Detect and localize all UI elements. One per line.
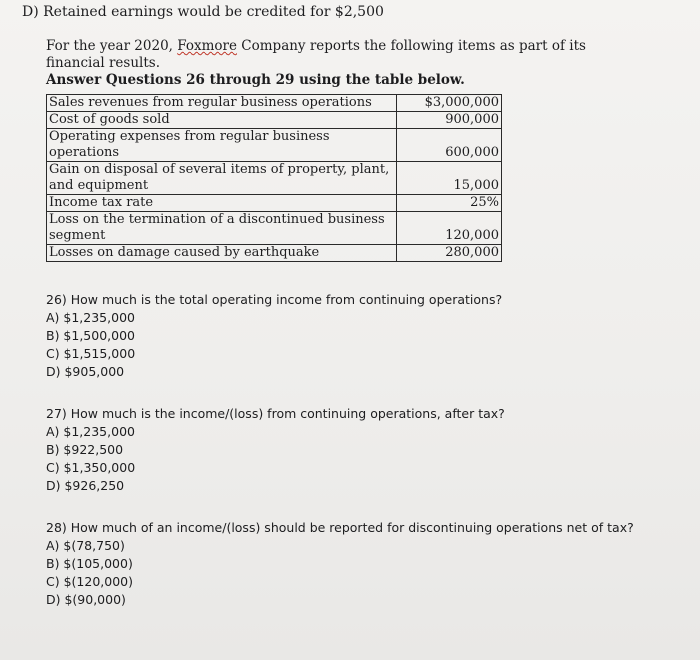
answer-option: B) $922,500 bbox=[46, 442, 124, 457]
table-row bbox=[47, 195, 502, 212]
table-row bbox=[47, 112, 502, 129]
table-row bbox=[47, 245, 502, 262]
answer-option: A) $1,235,000 bbox=[46, 310, 135, 325]
intro-line bbox=[46, 38, 646, 72]
answer-option: C) $(120,000) bbox=[46, 574, 133, 589]
answer-option: A) $1,235,000 bbox=[46, 424, 135, 439]
table-row bbox=[47, 95, 502, 112]
intro-paragraph bbox=[46, 38, 646, 89]
answer-option: C) $1,515,000 bbox=[46, 346, 136, 361]
question-stem: 27) How much is the income/(loss) from continuing operations, after tax? bbox=[46, 406, 505, 421]
row-label: Sales revenues from regular business operations bbox=[47, 95, 397, 112]
table-row bbox=[47, 212, 502, 245]
question-stem: 28) How much of an income/(loss) should be reported for discontinuing operations net of tax? bbox=[46, 520, 634, 535]
table-row bbox=[47, 129, 502, 162]
previous-answer-text: D) Retained earnings would be credited for $2,500 bbox=[22, 4, 384, 20]
table-row bbox=[47, 162, 502, 195]
intro-suffix: Company reports the following items as part of its financial results. bbox=[46, 38, 586, 71]
answer-option: D) $(90,000) bbox=[46, 592, 126, 607]
row-label: Losses on damage caused by earthquake bbox=[47, 245, 397, 262]
row-value: 900,000 bbox=[397, 112, 502, 129]
answer-option: D) $926,250 bbox=[46, 478, 125, 493]
row-value: 15,000 bbox=[397, 162, 502, 195]
question-27 bbox=[46, 405, 666, 495]
answer-option: B) $(105,000) bbox=[46, 556, 133, 571]
row-label: Income tax rate bbox=[47, 195, 397, 212]
row-value: 600,000 bbox=[397, 129, 502, 162]
row-label: Loss on the termination of a discontinued business segment bbox=[47, 212, 397, 245]
row-value: $3,000,000 bbox=[397, 95, 502, 112]
company-name: Foxmore bbox=[177, 38, 237, 54]
question-stem: 26) How much is the total operating income from continuing operations? bbox=[46, 292, 503, 307]
answer-option: A) $(78,750) bbox=[46, 538, 125, 553]
row-value: 120,000 bbox=[397, 212, 502, 245]
intro-instruction: Answer Questions 26 through 29 using the table below. bbox=[46, 72, 465, 88]
question-26 bbox=[46, 291, 666, 381]
question-28 bbox=[46, 519, 666, 609]
row-label: Cost of goods sold bbox=[47, 112, 397, 129]
row-label: Operating expenses from regular business operations bbox=[47, 129, 397, 162]
row-value: 280,000 bbox=[397, 245, 502, 262]
row-label: Gain on disposal of several items of property, plant, and equipment bbox=[47, 162, 397, 195]
financial-items-table bbox=[46, 94, 502, 262]
row-value: 25% bbox=[397, 195, 502, 212]
intro-prefix: For the year 2020, bbox=[46, 38, 178, 54]
answer-option: B) $1,500,000 bbox=[46, 328, 135, 343]
answer-option: D) $905,000 bbox=[46, 364, 125, 379]
answer-option: C) $1,350,000 bbox=[46, 460, 136, 475]
